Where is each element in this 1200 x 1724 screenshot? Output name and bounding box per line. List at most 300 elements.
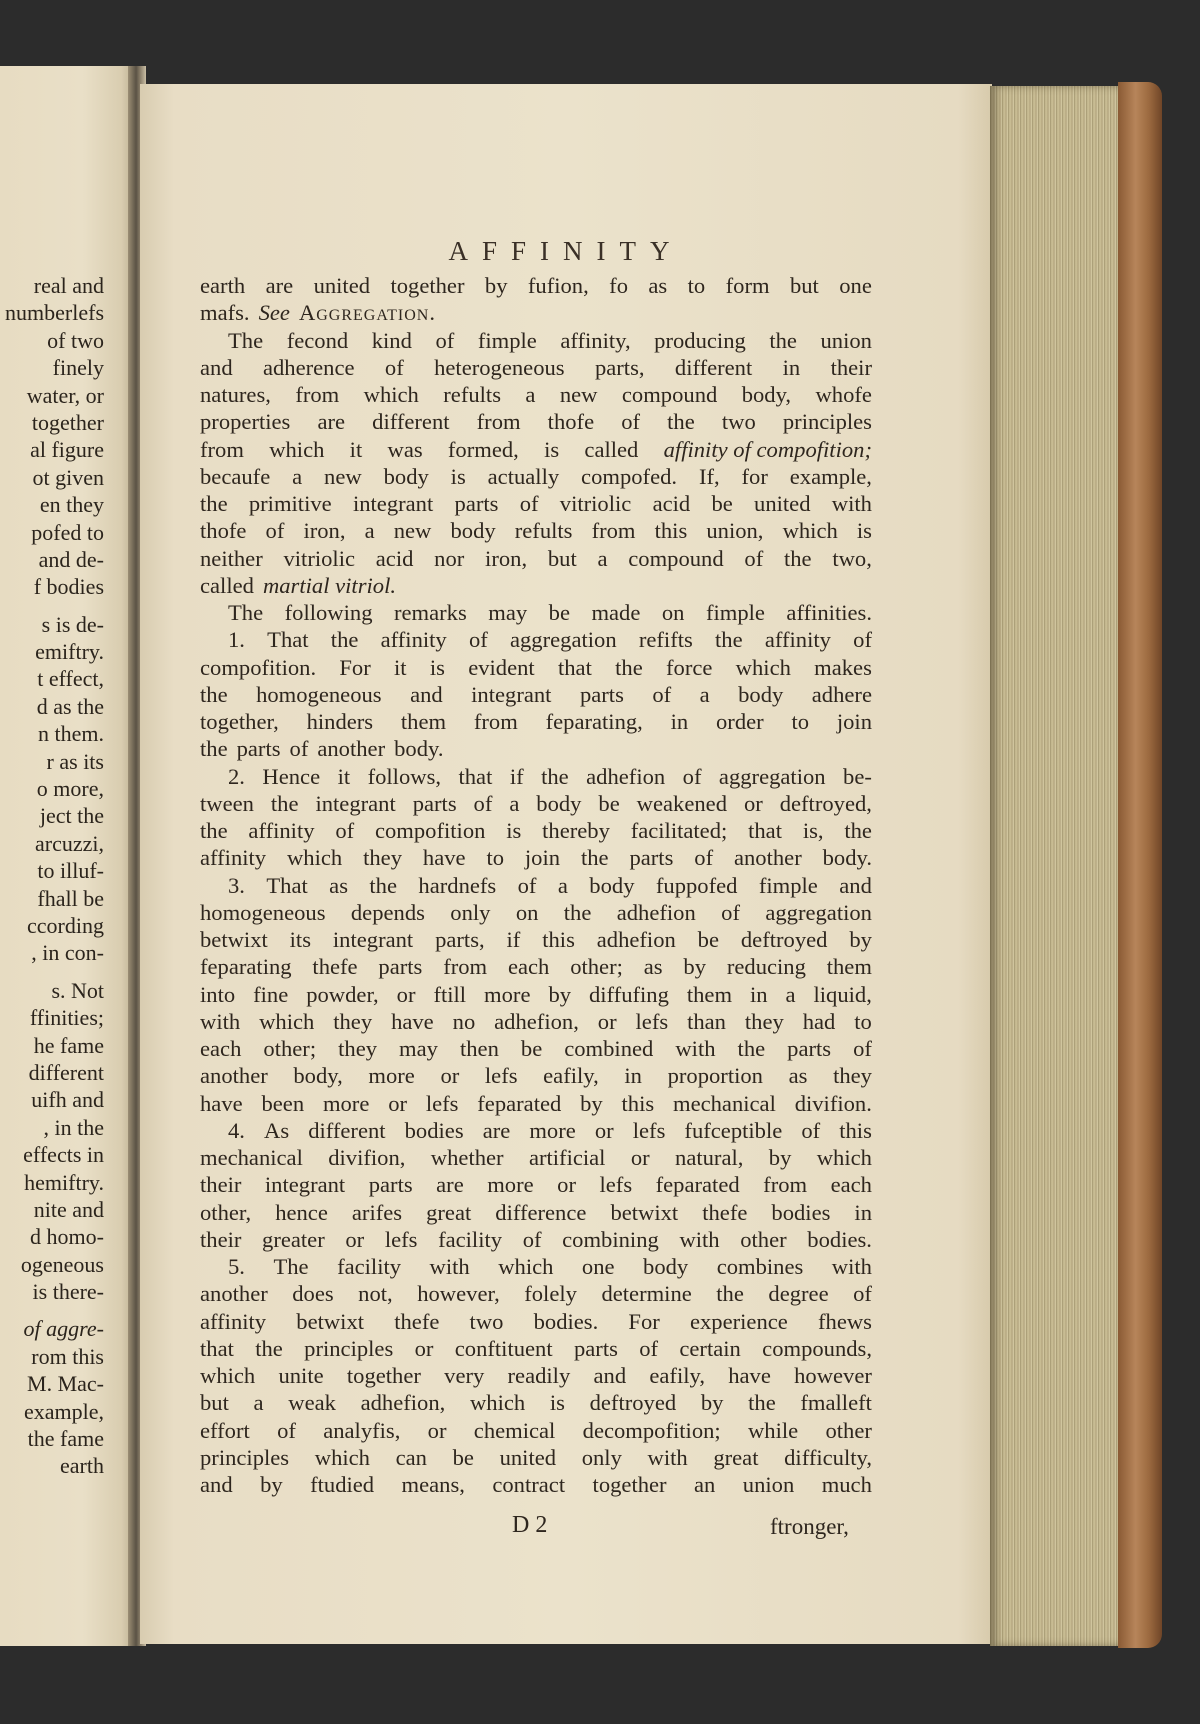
word: more <box>368 1063 415 1089</box>
text-line <box>200 572 872 599</box>
body-text <box>200 272 872 1498</box>
word: than <box>687 1008 726 1034</box>
word: two, <box>832 545 872 571</box>
word: adhefion, <box>360 1390 446 1416</box>
word: new <box>393 518 432 544</box>
left-page-line: to illuf- <box>37 858 104 884</box>
word: of <box>694 845 714 871</box>
word: acid <box>652 491 691 516</box>
word: no <box>452 1008 476 1034</box>
word: weak <box>288 1390 336 1416</box>
word: deftroyed <box>589 1390 677 1416</box>
word: or <box>597 1008 617 1034</box>
text-line <box>200 1117 872 1144</box>
word: artificial <box>528 1145 606 1170</box>
catchword: ftronger, <box>770 1514 849 1539</box>
text-line <box>200 1362 872 1389</box>
left-page-line: different <box>28 1059 104 1085</box>
word: The <box>228 600 264 625</box>
word: divifion. <box>794 1090 872 1116</box>
word: adhere <box>811 681 872 707</box>
word: determine <box>601 1281 692 1307</box>
word: bodies. <box>533 1308 599 1334</box>
word: be <box>711 491 733 516</box>
word: follows, <box>367 763 442 789</box>
cross-reference: Aggregation. <box>298 300 437 326</box>
word: feparated <box>655 1172 740 1198</box>
text-line <box>200 1444 872 1471</box>
left-page-line: s. Not <box>51 977 104 1003</box>
left-page <box>0 66 138 1646</box>
word: that <box>748 818 782 843</box>
word: mechanical <box>673 1090 776 1116</box>
word: they <box>333 1008 373 1034</box>
word: join <box>524 845 561 871</box>
word: it <box>349 436 363 462</box>
word: of <box>621 409 641 435</box>
word: in <box>782 354 801 380</box>
word: very <box>444 1363 485 1388</box>
word: or <box>414 1335 434 1361</box>
word: is <box>429 654 445 680</box>
word: which <box>286 845 343 871</box>
text-line <box>200 1226 872 1253</box>
word: but <box>789 273 819 298</box>
word: the <box>200 681 228 707</box>
word: into <box>200 981 236 1007</box>
word: different <box>308 1117 386 1143</box>
word: as <box>643 954 663 980</box>
word: the <box>200 818 228 843</box>
word: fmalleft <box>800 1390 872 1416</box>
word: iron, <box>485 545 528 571</box>
word: body <box>536 790 582 816</box>
word: the <box>667 409 695 435</box>
word: of <box>682 763 702 789</box>
running-head: AFFINITY <box>448 236 684 266</box>
word: ftill <box>433 981 467 1007</box>
word: a <box>699 681 710 707</box>
text-line <box>200 1253 872 1280</box>
word: homogeneous <box>200 899 326 925</box>
word: thofe <box>547 409 595 435</box>
word: chemical <box>473 1417 556 1443</box>
word: together <box>390 273 465 298</box>
word: body <box>589 872 635 898</box>
text-line <box>200 545 872 572</box>
word: different <box>674 354 753 380</box>
word: contract <box>492 1472 566 1497</box>
text-line <box>200 1308 872 1335</box>
word: diffufing <box>588 981 669 1007</box>
word: fufceptible <box>684 1117 783 1143</box>
word: more <box>322 1090 370 1116</box>
word: however, <box>417 1281 500 1307</box>
left-page-line: uifh and <box>31 1087 104 1113</box>
paragraph <box>200 599 872 626</box>
word: or <box>396 981 416 1007</box>
paragraph <box>200 1253 872 1498</box>
word: new <box>324 463 362 489</box>
word: thereby <box>542 818 610 843</box>
word: or <box>440 1063 460 1089</box>
word: parts, <box>594 354 645 380</box>
word: kind <box>371 327 412 353</box>
left-page-line: numberlefs <box>5 300 104 326</box>
word: order <box>716 709 764 734</box>
word: of <box>652 681 672 707</box>
word: called <box>584 436 639 462</box>
word: join <box>836 709 872 734</box>
word: the <box>200 491 228 516</box>
word: that <box>557 654 592 680</box>
text-line <box>200 517 872 544</box>
word: principles <box>304 1335 394 1361</box>
word: liquid, <box>813 981 872 1007</box>
word: of <box>265 518 285 544</box>
word: lefs <box>632 1117 666 1143</box>
word: parts <box>629 845 674 871</box>
word: 2. <box>228 763 245 789</box>
word: thefe <box>312 954 358 980</box>
word: it <box>337 763 351 789</box>
word: reducing <box>726 954 806 980</box>
word: body, <box>293 1063 343 1089</box>
word: each <box>507 954 550 980</box>
left-page-line: emiftry. <box>35 639 104 665</box>
word: affinity, <box>560 327 631 353</box>
text-line <box>200 272 872 299</box>
word: facilitated; <box>630 818 728 843</box>
word: aggregation <box>509 627 617 653</box>
word: are <box>436 1172 464 1198</box>
word: betwixt <box>200 927 268 952</box>
word: lefs <box>425 1090 459 1116</box>
word: integrant <box>352 491 434 516</box>
word: As <box>264 1117 290 1143</box>
word: adhefion <box>616 899 696 925</box>
word: made <box>591 600 641 625</box>
left-page-line: n them. <box>38 721 104 747</box>
word: analyfis, <box>323 1417 401 1443</box>
word: called <box>200 572 254 598</box>
text-line <box>200 790 872 817</box>
word: are <box>482 1117 511 1143</box>
word: compofition <box>374 818 486 843</box>
word: of <box>517 872 537 898</box>
word: affinity <box>764 627 831 653</box>
word: actually <box>487 463 560 489</box>
word: becaufe <box>200 463 271 489</box>
text-line <box>200 1090 872 1117</box>
word: united <box>754 491 811 516</box>
text-line <box>200 436 872 463</box>
left-page-line: pofed to <box>31 519 104 545</box>
word: fuppofed <box>655 872 738 898</box>
paragraph <box>200 872 872 1117</box>
word: union <box>742 1472 795 1497</box>
word: of <box>801 1117 821 1143</box>
word: the <box>715 627 743 653</box>
word: in <box>854 1199 872 1225</box>
word: compofed. <box>581 463 678 489</box>
word: more <box>529 1117 576 1143</box>
word: of <box>277 1417 296 1443</box>
word: body <box>643 1254 689 1279</box>
word: the <box>748 1390 776 1416</box>
left-page-line: together <box>31 409 104 435</box>
word: If, <box>698 463 720 489</box>
word: parts <box>454 491 499 516</box>
left-page-line: the fame <box>27 1426 104 1452</box>
word: another <box>733 845 802 871</box>
word: of <box>384 354 404 380</box>
word: may <box>399 1036 438 1061</box>
word: two <box>721 409 756 435</box>
word: be <box>598 790 620 816</box>
word: and <box>200 354 233 380</box>
word: natural, <box>675 1145 744 1170</box>
word: great <box>426 1199 472 1225</box>
left-page-line: , in con- <box>31 940 104 966</box>
left-page-line: real and <box>33 273 104 298</box>
word: not, <box>358 1281 393 1307</box>
word: have <box>200 1090 243 1116</box>
word: of <box>468 627 488 653</box>
word: only <box>581 1444 622 1470</box>
word: of <box>721 899 740 925</box>
word: natures, <box>200 382 271 407</box>
left-page-line: and de- <box>38 546 104 572</box>
word: a <box>509 790 520 816</box>
word: the <box>615 654 643 680</box>
word: body. <box>394 736 444 762</box>
word: their <box>830 354 872 380</box>
word: by <box>580 1090 603 1116</box>
word: the <box>783 545 812 571</box>
word: this <box>621 1090 655 1116</box>
word: be <box>548 600 570 625</box>
word: remarks <box>393 600 467 625</box>
word: The <box>228 327 264 353</box>
left-page-line: of aggre- <box>23 1316 104 1342</box>
word: 5. <box>228 1254 245 1279</box>
word: That <box>266 872 308 898</box>
word: difference <box>495 1199 587 1225</box>
word: together <box>346 1363 421 1388</box>
text-line <box>200 899 872 926</box>
text-line <box>200 1471 872 1498</box>
text-line <box>200 1062 872 1089</box>
word: affinities. <box>786 600 872 625</box>
word: parts <box>412 790 457 816</box>
word: an <box>694 1472 716 1497</box>
text-line <box>200 599 872 626</box>
text-line <box>200 1280 872 1307</box>
word: deftroyed <box>740 927 828 952</box>
word: together, <box>200 709 279 734</box>
word: adhefion <box>596 927 676 952</box>
word: and <box>593 1363 627 1388</box>
word: was <box>387 436 423 462</box>
word: and <box>410 681 443 707</box>
word: parts, <box>435 927 485 952</box>
word: facility <box>438 1226 503 1252</box>
left-page-line <box>0 967 104 977</box>
word: powder, <box>306 981 379 1007</box>
word: folely <box>524 1281 577 1307</box>
word: effort <box>200 1417 250 1443</box>
word: a <box>292 463 303 489</box>
word: compofition. <box>200 654 317 680</box>
word: parts <box>573 1335 618 1361</box>
word: arifes <box>351 1199 403 1225</box>
word: 1. <box>228 627 245 653</box>
word: be <box>452 1444 474 1470</box>
word: be <box>697 927 719 952</box>
left-page-line: en they <box>39 492 104 518</box>
word: they <box>744 1008 784 1034</box>
word: of <box>435 327 455 353</box>
word: to <box>486 845 505 871</box>
word: their <box>200 1226 242 1252</box>
word: have <box>422 845 466 871</box>
word: form <box>725 273 770 298</box>
text-line <box>200 408 872 435</box>
word: only <box>450 899 491 925</box>
word: betwixt <box>610 1199 679 1225</box>
word: another <box>200 1281 268 1307</box>
word: each <box>830 1172 872 1198</box>
word: a <box>253 1390 264 1416</box>
word: thefe <box>394 1308 440 1334</box>
text-line <box>200 490 872 517</box>
word: acid <box>375 545 414 571</box>
word: combined <box>564 1036 654 1061</box>
word: the <box>737 1036 766 1061</box>
left-page-line: M. Mac- <box>27 1371 104 1397</box>
word: body, <box>741 382 792 407</box>
left-page-line: example, <box>23 1398 104 1424</box>
word: in <box>624 1063 642 1089</box>
word: which <box>314 1444 370 1470</box>
word: betwixt <box>296 1308 365 1334</box>
word: its <box>289 927 312 952</box>
word: that <box>458 763 493 789</box>
word: means, <box>401 1472 465 1497</box>
word: fhews <box>818 1308 872 1334</box>
word: heterogeneous <box>434 354 565 380</box>
word: That <box>267 627 309 653</box>
left-page-line: ot given <box>32 464 104 490</box>
word: adhefion <box>586 763 666 789</box>
word: eafily, <box>649 1363 705 1388</box>
word: 4. <box>228 1117 245 1143</box>
word: hence <box>275 1199 328 1225</box>
word: homogeneous <box>256 681 382 707</box>
text-line <box>200 1144 872 1171</box>
word: while <box>747 1417 799 1443</box>
word: affinity <box>248 818 315 843</box>
word: affinity <box>380 627 447 653</box>
word: by <box>700 1390 724 1416</box>
word: adhefion, <box>494 1008 579 1034</box>
word: proportion <box>667 1063 763 1089</box>
text-line <box>200 626 872 653</box>
word: are <box>317 409 346 435</box>
left-page-line: , in the <box>43 1114 104 1140</box>
word: of <box>853 1036 872 1061</box>
word: by <box>683 954 706 980</box>
word: a <box>525 382 536 407</box>
word: compound <box>628 545 724 571</box>
word: fine <box>253 981 289 1007</box>
left-page-line: finely <box>52 355 104 381</box>
word: the <box>330 627 359 653</box>
word: different <box>372 409 450 435</box>
word: certain <box>679 1335 741 1361</box>
word: another <box>200 1063 268 1089</box>
word: feparating <box>200 954 292 980</box>
word: but <box>547 545 577 571</box>
word: other <box>740 1226 787 1252</box>
word: which <box>498 1254 554 1279</box>
word: compounds, <box>762 1335 872 1361</box>
word: or <box>427 1417 447 1443</box>
text-line <box>200 299 872 326</box>
word: from <box>473 709 518 734</box>
word: more <box>484 981 531 1007</box>
word: the <box>369 872 398 898</box>
word: is <box>506 818 522 843</box>
word: compound <box>621 382 718 407</box>
word: is <box>549 1390 565 1416</box>
word: fimple <box>705 600 765 625</box>
left-page-line: rom this <box>31 1343 104 1369</box>
word: that <box>200 1335 234 1361</box>
word: by <box>768 1145 792 1170</box>
word: with <box>429 1254 470 1279</box>
word: but <box>200 1390 229 1416</box>
word: refifts <box>638 627 693 653</box>
text-line <box>200 1199 872 1226</box>
word: each <box>200 1036 242 1061</box>
text-line <box>200 354 872 381</box>
word: integrant <box>471 681 552 707</box>
word: combining <box>562 1226 659 1252</box>
word: have <box>728 1363 771 1388</box>
left-page-line: r as its <box>46 748 104 774</box>
word: body <box>383 463 429 489</box>
word: from <box>591 518 636 544</box>
word: or <box>594 1117 614 1143</box>
word: or <box>345 1226 365 1252</box>
word: as <box>788 1063 808 1089</box>
word: divifion, <box>328 1145 406 1170</box>
word: refults <box>514 518 573 544</box>
word: of <box>522 1226 542 1252</box>
word: new <box>559 382 598 407</box>
word: properties <box>200 409 291 435</box>
word: the <box>270 790 299 816</box>
word: weakened <box>636 790 727 816</box>
word: more <box>487 1172 534 1198</box>
word: if <box>509 763 524 789</box>
word: which <box>469 1390 526 1416</box>
word: feparated <box>477 1090 562 1116</box>
text-line <box>200 817 872 844</box>
word: mechanical <box>200 1145 303 1170</box>
